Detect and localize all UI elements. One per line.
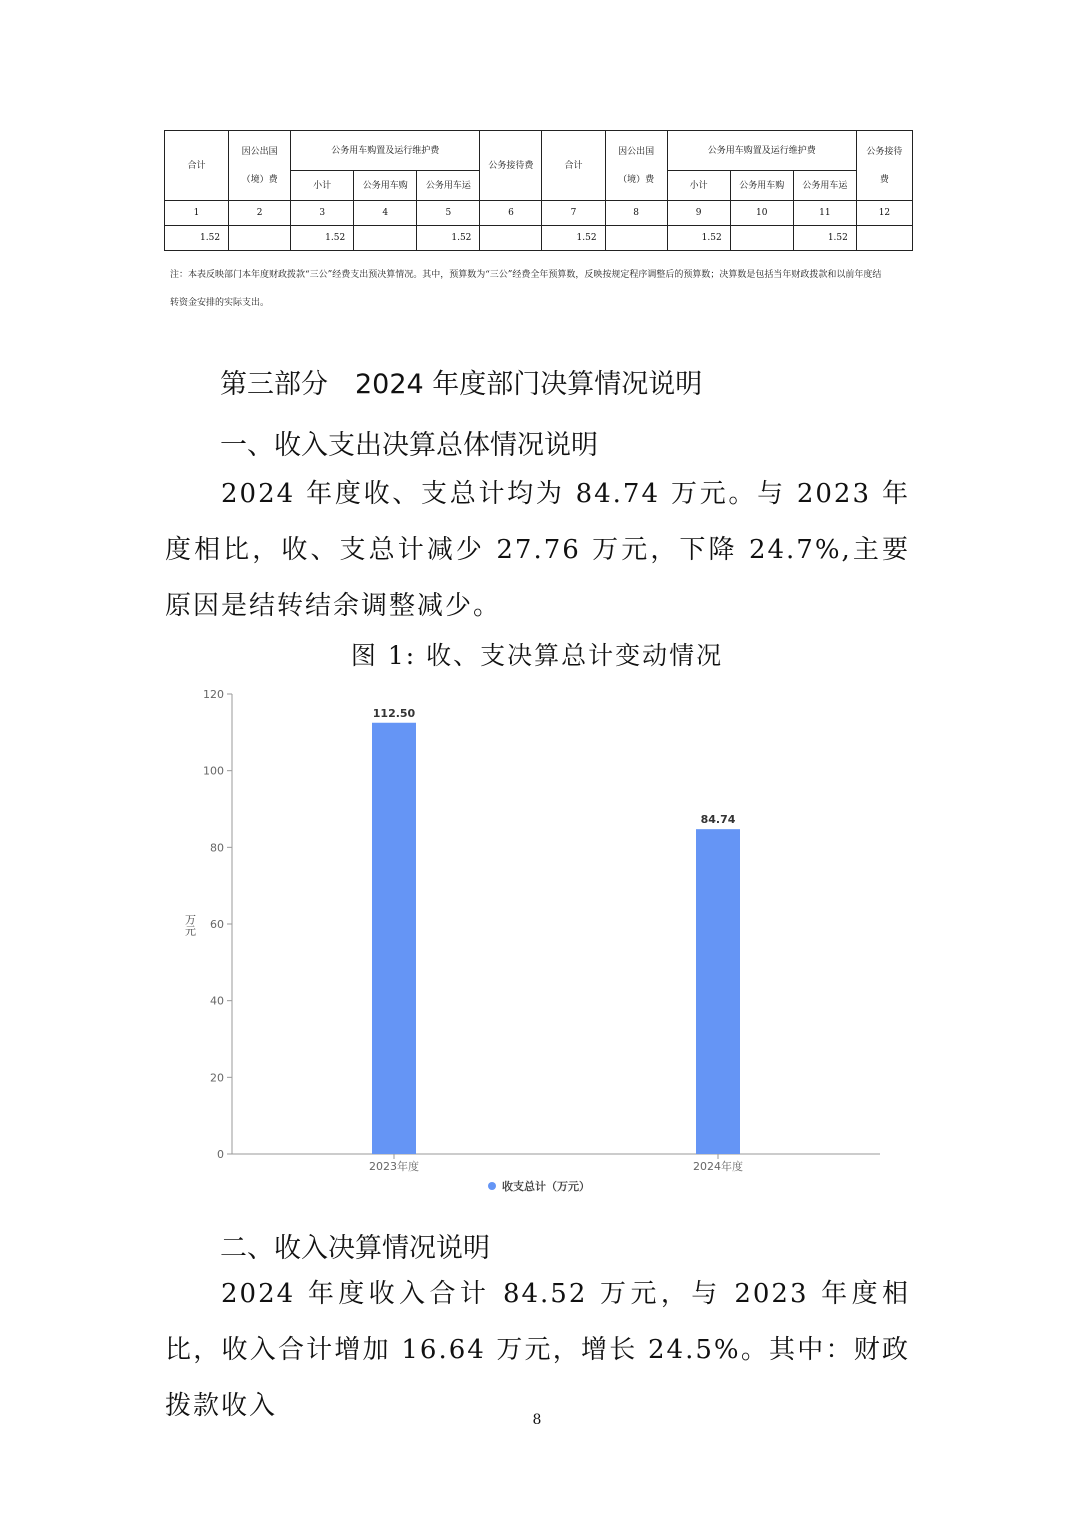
header-vehicle-purchase-1: 公务用车购 xyxy=(354,171,417,201)
x-tick-label: 2023年度 xyxy=(369,1160,419,1173)
value-cell: 1.52 xyxy=(793,226,856,251)
bar xyxy=(372,723,416,1154)
value-cell: 1.52 xyxy=(417,226,480,251)
value-cell: 1.52 xyxy=(667,226,730,251)
bar-data-label: 84.74 xyxy=(700,813,736,827)
col-number: 12 xyxy=(856,201,912,226)
header-abroad-2-line-a: 因公出国 xyxy=(618,146,655,157)
value-cell xyxy=(730,226,793,251)
subsection-2-title: 二、收入决算情况说明 xyxy=(220,1233,490,1264)
y-tick-label: 120 xyxy=(203,688,224,701)
value-cell xyxy=(354,226,417,251)
legend-marker xyxy=(488,1182,496,1190)
header-abroad-2 xyxy=(605,131,667,201)
value-cell xyxy=(229,226,291,251)
header-reception-2 xyxy=(856,131,912,201)
col-number: 1 xyxy=(165,201,229,226)
header-abroad-1-line-b: （境）费 xyxy=(241,174,278,185)
value-cell xyxy=(605,226,667,251)
header-reception-2-line-b: 费 xyxy=(879,174,889,185)
bar-data-label: 112.50 xyxy=(372,706,416,720)
value-cell: 1.52 xyxy=(542,226,605,251)
header-abroad-1 xyxy=(229,131,291,201)
header-subtotal-2: 小计 xyxy=(667,171,730,201)
y-tick-label: 20 xyxy=(210,1071,224,1085)
y-tick-label: 60 xyxy=(210,918,224,931)
header-total-1: 合计 xyxy=(165,131,229,201)
header-abroad-1-line-a: 因公出国 xyxy=(241,146,278,157)
legend-label: 收支总计（万元） xyxy=(502,1180,590,1193)
y-tick-label: 0 xyxy=(217,1148,224,1161)
table-note-line-1: 注：本表反映部门本年度财政拨款“三公”经费支出预决算情况。其中，预算数为“三公”经费全年预算数，反映按规定程序调整后的预算数；决算数是包括当年财政拨款和以前年度结 xyxy=(170,270,882,280)
y-tick-label: 40 xyxy=(210,994,224,1008)
page-number: 8 xyxy=(532,1412,542,1428)
col-number: 10 xyxy=(730,201,793,226)
y-axis-label: 万元 xyxy=(183,914,197,936)
col-number: 2 xyxy=(229,201,291,226)
header-vehicle-operation-1: 公务用车运 xyxy=(417,171,480,201)
paragraph-2: 2024 年度收入合计 84.52 万元，与 2023 年度相比，收入合计增加 16.64 万元，增长 24.5%。其中：财政拨款收入 xyxy=(165,1279,910,1421)
header-total-2: 合计 xyxy=(542,131,605,201)
three-public-expense-table xyxy=(164,130,913,251)
header-reception-2-line-a: 公务接待 xyxy=(866,146,903,157)
value-cell: 1.52 xyxy=(165,226,229,251)
header-abroad-2-line-b: （境）费 xyxy=(618,174,655,185)
col-number: 11 xyxy=(793,201,856,226)
y-tick-label: 100 xyxy=(203,764,224,778)
header-reception-1: 公务接待费 xyxy=(480,131,542,201)
col-number: 3 xyxy=(291,201,354,226)
value-cell xyxy=(856,226,912,251)
col-number: 6 xyxy=(480,201,542,226)
subsection-1-title: 一、收入支出决算总体情况说明 xyxy=(220,430,598,461)
value-cell: 1.52 xyxy=(291,226,354,251)
header-vehicle-operation-2: 公务用车运 xyxy=(793,171,856,201)
header-vehicle-1: 公务用车购置及运行维护费 xyxy=(291,131,480,171)
header-vehicle-purchase-2: 公务用车购 xyxy=(730,171,793,201)
header-subtotal-1: 小计 xyxy=(291,171,354,201)
col-number: 7 xyxy=(542,201,605,226)
col-number: 4 xyxy=(354,201,417,226)
value-cell xyxy=(480,226,542,251)
section-3-title: 第三部分 2024 年度部门决算情况说明 xyxy=(220,369,703,400)
x-tick-label: 2024年度 xyxy=(693,1160,743,1173)
col-number: 8 xyxy=(605,201,667,226)
table-note-line-2: 转资金安排的实际支出。 xyxy=(170,298,270,308)
header-vehicle-2: 公务用车购置及运行维护费 xyxy=(667,131,856,171)
bar-chart xyxy=(160,680,900,1210)
paragraph-1: 2024 年度收、支总计均为 84.74 万元。与 2023 年度相比，收、支总计减少 27.76 万元，下降 24.7%,主要原因是结转结余调整减少。 xyxy=(165,479,910,621)
col-number: 9 xyxy=(667,201,730,226)
bar xyxy=(696,829,740,1154)
figure-1-caption: 图 1: 收、支决算总计变动情况 xyxy=(350,641,724,670)
col-number: 5 xyxy=(417,201,480,226)
y-tick-label: 80 xyxy=(210,841,224,855)
